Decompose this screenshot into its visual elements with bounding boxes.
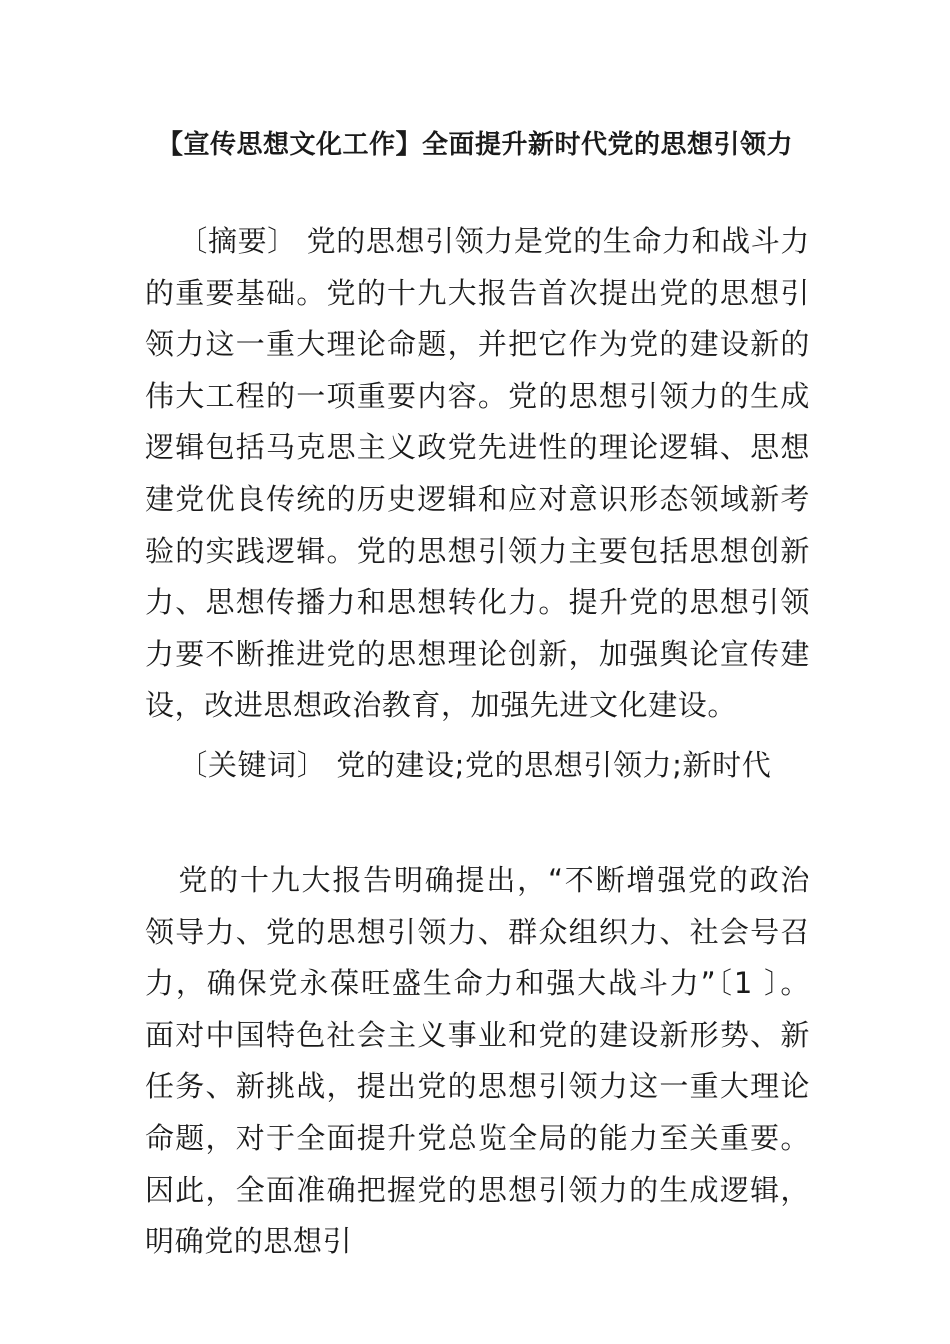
keywords-label: 〔关键词〕	[178, 748, 327, 782]
keywords-text: 党的建设;党的思想引领力;新时代	[336, 748, 772, 782]
keywords-section	[145, 740, 810, 792]
keywords-paragraph	[145, 740, 810, 792]
abstract-section	[145, 216, 810, 732]
body-section	[145, 855, 810, 1268]
body-paragraph: 党的十九大报告明确提出，“不断增强党的政治领导力、党的思想引领力、群众组织力、社会号召力，确保党永葆旺盛生命力和强大战斗力”〔1 〕。面对中国特色社会主义事业和党的建设新形势、新任务、新挑战，提出党的思想引领力这一重大理论命题，对于全面提升党总览全局的能力至关重要。因此，全面准确把握党的思想引领力的生成逻辑，明确党的思想引	[145, 863, 810, 1259]
document-title: 【宣传思想文化工作】全面提升新时代党的思想引领力	[156, 130, 793, 160]
abstract-text: 党的思想引领力是党的生命力和战斗力的重要基础。党的十九大报告首次提出党的思想引领力这一重大理论命题，并把它作为党的建设新的伟大工程的一项重要内容。党的思想引领力的生成逻辑包括马克思主义政党先进性的理论逻辑、思想建党优良传统的历史逻辑和应对意识形态领域新考验的实践逻辑。党的思想引领力主要包括思想创新力、思想传播力和思想转化力。提升党的思想引领力要不断推进党的思想理论创新，加强舆论宣传建设，改进思想政治教育，加强先进文化建设。	[145, 224, 811, 723]
abstract-paragraph	[145, 216, 810, 732]
abstract-label: 〔摘要〕	[178, 224, 297, 258]
